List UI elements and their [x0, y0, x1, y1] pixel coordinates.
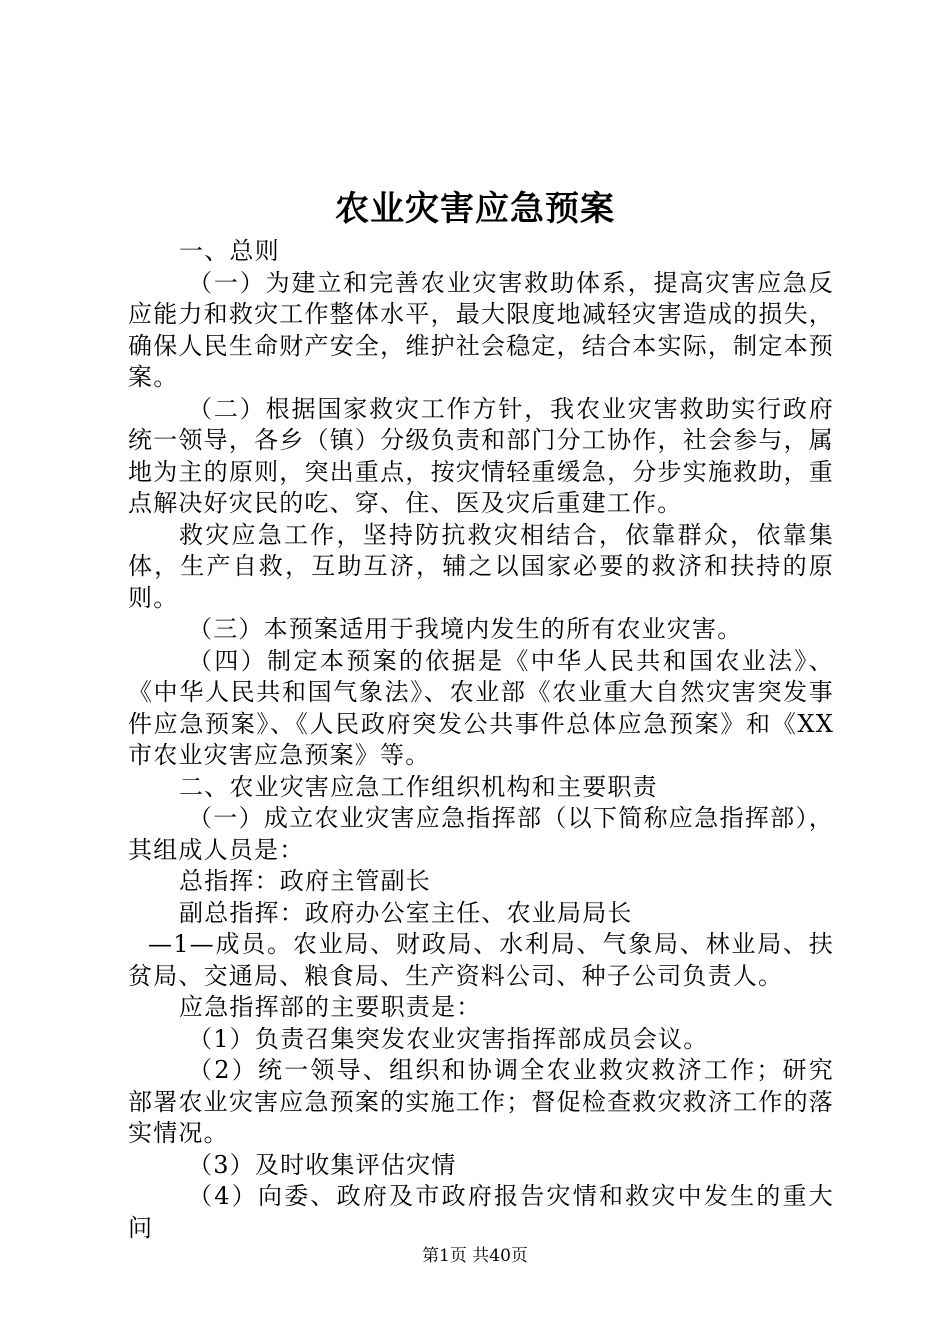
- paragraph: （一）成立农业灾害应急指挥部（以下简称应急指挥部），其组成人员是：: [128, 804, 834, 864]
- paragraph: （三）本预案适用于我境内发生的所有农业灾害。: [188, 615, 743, 643]
- section-heading: 二、农业灾害应急工作组织机构和主要职责: [179, 772, 658, 801]
- page-title: 农业灾害应急预案: [335, 189, 615, 229]
- paragraph: 应急指挥部的主要职责是：: [179, 993, 482, 1021]
- paragraph: 救灾应急工作，坚持防抗救灾相结合，依靠群众，依靠集体，生产自救，互助互济，辅之以国家必要的救济和扶持的原则。: [128, 520, 834, 612]
- paragraph: （一）为建立和完善农业灾害救助体系，提高灾害应急反应能力和救灾工作整体水平，最大限度地减轻灾害造成的损失，确保人民生命财产安全，维护社会稳定，结合本实际，制定本预案。: [128, 268, 834, 391]
- section-heading: 一、总则: [179, 237, 280, 265]
- list-item: （4）向委、政府及市政府报告灾情和救灾中发生的重大问: [128, 1182, 834, 1242]
- document-body: [128, 236, 834, 1244]
- list-item: （1）负责召集突发农业灾害指挥部成员会议。: [188, 1024, 709, 1053]
- paragraph: 副总指挥：政府办公室主任、农业局局长: [179, 898, 633, 927]
- paragraph: —1—成员。农业局、财政局、水利局、气象局、林业局、扶贫局、交通局、粮食局、生产资料公司、种子公司负责人。: [128, 930, 834, 990]
- paragraph: 总指挥：政府主管副长: [179, 867, 431, 895]
- paragraph: （四）制定本预案的依据是《中华人民共和国农业法》、《中华人民共和国气象法》、农业部《农业重大自然灾害突发事件应急预案》、《人民政府突发公共事件总体应急预案》和《XX市农业灾害应急预案》等。: [128, 646, 834, 769]
- list-item: （2）统一领导、组织和协调全农业救灾救济工作；研究部署农业灾害应急预案的实施工作；督促检查救灾救济工作的落实情况。: [128, 1056, 834, 1147]
- page-footer: 第1页 共40页: [422, 1246, 528, 1266]
- paragraph: （二）根据国家救灾工作方针，我农业灾害救助实行政府统一领导，各乡（镇）分级负责和部门分工协作，社会参与，属地为主的原则，突出重点，按灾情轻重缓急，分步实施救助，重点解决好灾民的吃、穿、住、医及灾后重建工作。: [128, 394, 834, 517]
- list-item: （3）及时收集评估灾情: [188, 1150, 457, 1179]
